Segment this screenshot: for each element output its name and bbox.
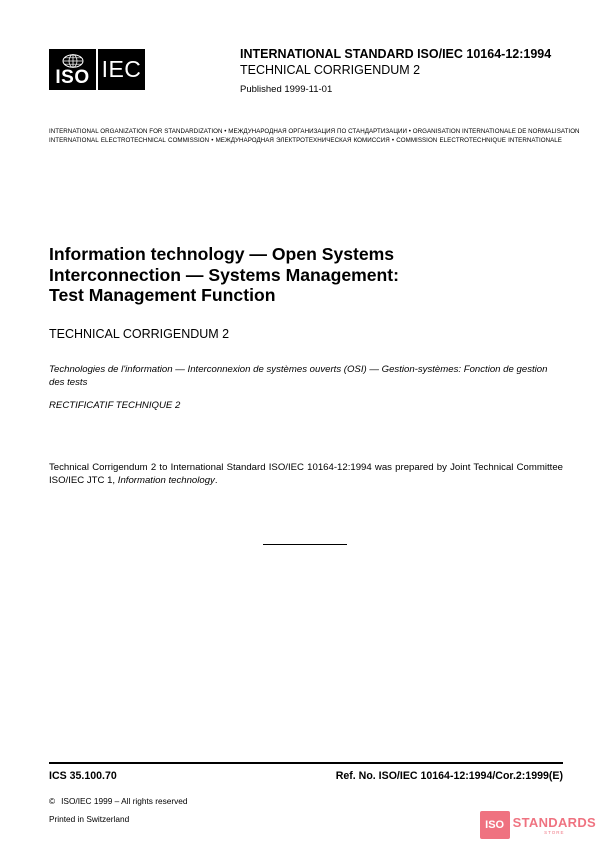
french-title: Technologies de l'information — Interconnexion de systèmes ouverts (OSI) — Gestion-systèmes: Fonction de gestion des tests bbox=[49, 364, 548, 388]
french-corrigendum: RECTIFICATIF TECHNIQUE 2 bbox=[49, 400, 181, 411]
document-title bbox=[49, 244, 469, 306]
end-rule bbox=[263, 544, 347, 545]
organization-line-1: INTERNATIONAL ORGANIZATION FOR STANDARDIZATION • МЕЖДУНАРОДНАЯ ОРГАНИЗАЦИЯ ПО СТАНДАРТИЗАЦИИ • ORGANISATION INTERNATIONALE DE NORMALISATION bbox=[49, 128, 580, 135]
watermark-text bbox=[513, 816, 596, 835]
org-word: ELECTROTECHNICAL bbox=[100, 137, 166, 144]
corrigendum-label: TECHNICAL CORRIGENDUM 2 bbox=[49, 327, 230, 341]
globe-icon bbox=[62, 54, 84, 68]
store-watermark bbox=[480, 811, 596, 839]
org-word: МЕЖДУНАРОДНАЯ bbox=[215, 137, 274, 144]
org-word: COMMISSION bbox=[168, 137, 210, 144]
committee-name: Information technology bbox=[117, 475, 215, 486]
org-word: ELECTROTECHNIQUE bbox=[439, 137, 506, 144]
ics-code: ICS 35.100.70 bbox=[49, 770, 117, 782]
watermark-brand: STANDARDS bbox=[512, 814, 596, 830]
title-line: Information technology — Open Systems bbox=[49, 244, 395, 264]
watermark-iso-badge: ISO bbox=[480, 811, 510, 839]
reference-number: Ref. No. ISO/IEC 10164-12:1994/Cor.2:1999(E) bbox=[335, 770, 563, 782]
iso-logo bbox=[49, 49, 96, 90]
org-word: INTERNATIONAL bbox=[49, 137, 99, 144]
published-date: Published 1999-11-01 bbox=[240, 84, 333, 95]
paragraph-text: Technical Corrigendum 2 to International Standard ISO/IEC 10164-12:1994 was prepared by Joint Technical Committee ISO/IEC JTC 1, bbox=[49, 462, 563, 486]
org-word: ЭЛЕКТРОТЕХНИЧЕСКАЯ bbox=[276, 137, 352, 144]
org-word: КОМИССИЯ bbox=[353, 137, 390, 144]
paragraph-end: . bbox=[214, 475, 218, 486]
org-separator: • bbox=[391, 137, 395, 144]
copyright-text: ISO/IEC 1999 – All rights reserved bbox=[61, 796, 188, 806]
printed-location: Printed in Switzerland bbox=[49, 814, 130, 824]
copyright-notice bbox=[49, 796, 187, 806]
footer-rule bbox=[49, 762, 563, 764]
org-word: INTERNATIONALE bbox=[508, 137, 562, 144]
corrigendum-header: TECHNICAL CORRIGENDUM 2 bbox=[240, 63, 421, 77]
organization-line-2 bbox=[49, 137, 562, 144]
foreword-paragraph bbox=[49, 461, 563, 487]
title-line: Interconnection — Systems Management: bbox=[49, 264, 399, 285]
iec-logo bbox=[98, 49, 145, 90]
org-word: COMMISSION bbox=[396, 137, 438, 144]
title-line: Test Management Function bbox=[49, 285, 276, 305]
iso-logo-text: ISO bbox=[55, 66, 90, 88]
iec-logo-text: IEC bbox=[101, 56, 142, 82]
watermark-sub: STORE bbox=[544, 829, 565, 835]
copyright-icon: © bbox=[49, 796, 56, 806]
org-separator: • bbox=[211, 137, 214, 144]
standard-title: INTERNATIONAL STANDARD ISO/IEC 10164-12:1994 bbox=[240, 47, 552, 61]
